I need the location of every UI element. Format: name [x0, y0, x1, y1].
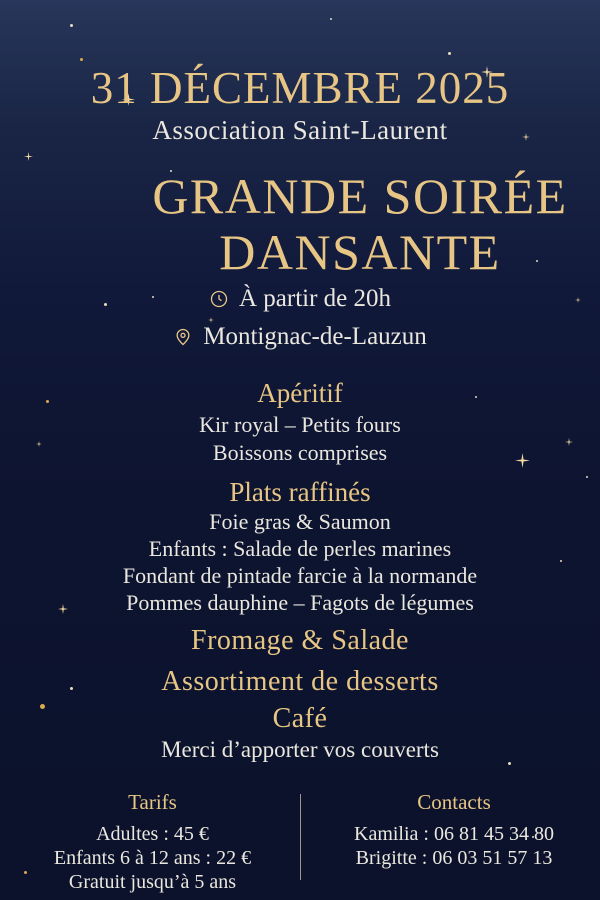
menu-item: Kir royal – Petits fours: [199, 412, 401, 437]
event-title: GRANDE SOIRÉE DANSANTE: [152, 168, 568, 280]
menu-item: Fondant de pintade farcie à la normande: [122, 563, 478, 588]
contact-brigitte: Brigitte : 06 03 51 57 13: [355, 847, 553, 869]
menu-heading-fromage: Fromage & Salade: [191, 625, 409, 656]
star-dot: [80, 58, 83, 61]
map-pin-icon: [173, 326, 193, 348]
tarif-adultes: Adultes : 45 €: [96, 823, 209, 845]
tarifs-section: [0, 790, 305, 894]
menu-heading-desserts: Assortiment de desserts: [161, 666, 439, 697]
star-dot: [330, 18, 332, 20]
menu-item: Foie gras & Saumon: [209, 509, 391, 534]
contacts-section: [308, 790, 600, 870]
star-dot: [70, 24, 73, 27]
event-date: 31 DÉCEMBRE 2025: [90, 63, 510, 113]
menu-item: Boissons comprises: [212, 440, 388, 465]
menu-item: Enfants : Salade de perles marines: [148, 536, 452, 561]
event-time-row: [0, 285, 600, 313]
contacts-heading: Contacts: [417, 790, 491, 814]
footer-divider: [300, 794, 301, 880]
event-time: À partir de 20h: [238, 285, 392, 312]
menu-heading-aperitif: Apéritif: [257, 378, 343, 408]
star-icon: [24, 152, 33, 161]
tarif-gratuit: Gratuit jusqu’à 5 ans: [68, 871, 237, 893]
contact-kamilia: Kamilia : 06 81 45 34 80: [354, 823, 554, 845]
tarifs-heading: Tarifs: [128, 790, 177, 814]
menu-heading-plats: Plats raffinés: [229, 477, 371, 507]
event-location: Montignac-de-Lauzun: [203, 323, 427, 350]
star-dot: [448, 52, 451, 55]
menu-item: Pommes dauphine – Fagots de légumes: [126, 590, 474, 615]
cutlery-note: Merci d’apporter vos couverts: [161, 737, 439, 762]
menu-heading-cafe: Café: [272, 703, 328, 734]
event-location-row: [0, 323, 600, 351]
clock-icon: [209, 288, 229, 310]
tarif-enfants: Enfants 6 à 12 ans : 22 €: [53, 847, 252, 869]
organization-name: Association Saint-Laurent: [152, 115, 448, 145]
